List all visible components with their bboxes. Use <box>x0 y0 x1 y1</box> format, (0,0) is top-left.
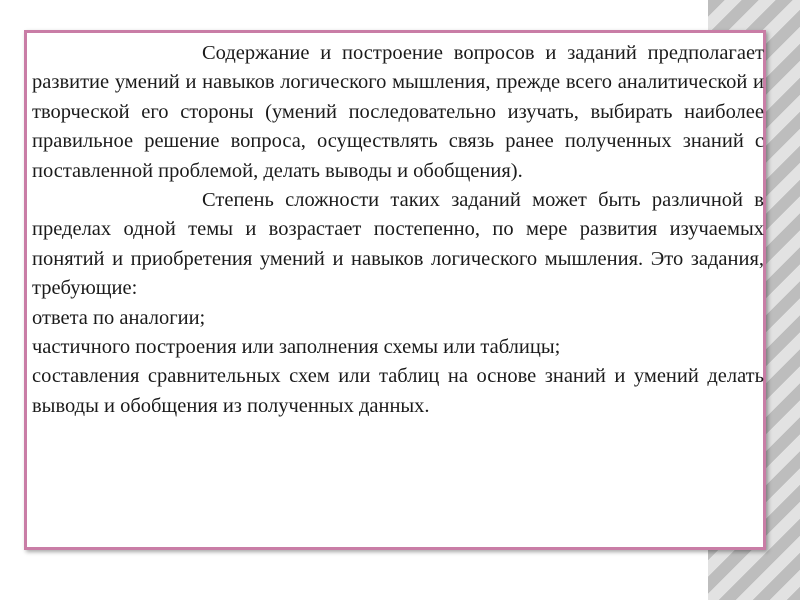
list-item-partial-construction: частичного построения или заполнения схемы или таблицы; <box>32 336 561 359</box>
slide-text <box>32 39 764 421</box>
text-frame <box>24 30 766 550</box>
list-item-comparative-schemes: составления сравнительных схем или таблиц на основе знаний и умений делать выводы и обобщения из полученных данных. <box>32 365 764 417</box>
list-item-analogy: ответа по аналогии; <box>32 306 206 329</box>
paragraph-content-and-construction: Содержание и построение вопросов и заданий предполагает развитие умений и навыков логического мышления, прежде всего аналитической и творческой его стороны (умений последовательно изучать, выбирать наиболее правильное решение вопроса, осуществлять связь ранее полученных знаний с поставленной проблемой, делать выводы и обобщения). <box>32 42 764 182</box>
paragraph-difficulty-level: Степень сложности таких заданий может быть различной в пределах одной темы и возрастает постепенно, по мере развития изучаемых понятий и приобретения умений и навыков логического мышления. Это задания, требующие: <box>32 189 764 300</box>
